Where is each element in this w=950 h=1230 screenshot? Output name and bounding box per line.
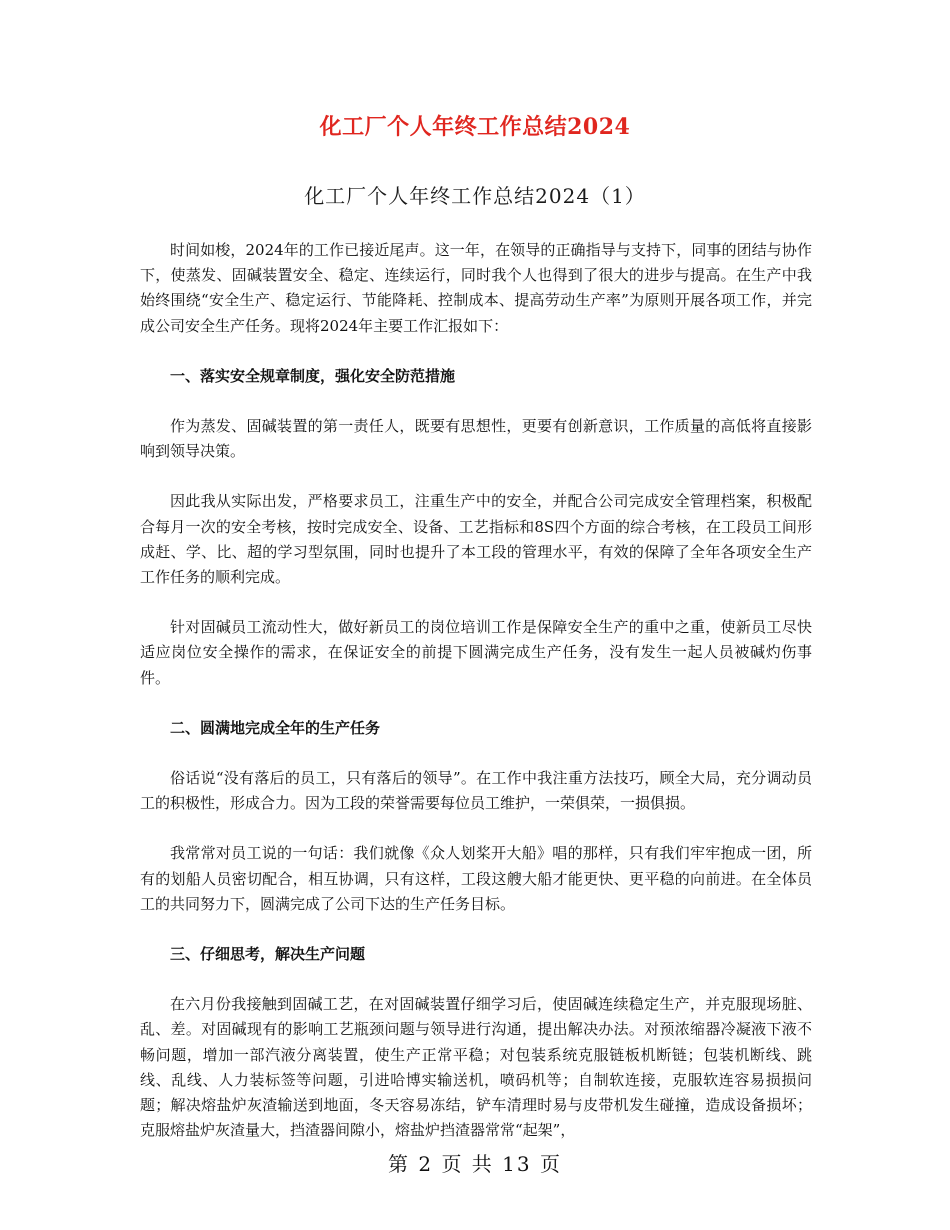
body-paragraph: 针对固碱员工流动性大，做好新员工的岗位培训工作是保障安全生产的重中之重，使新员工尽快适应岗位安全操作的需求，在保证安全的前提下圆满完成生产任务，没有发生一起人员被碱灼伤事件。	[140, 618, 812, 687]
section-heading: 三、仔细思考，解决生产问题	[170, 945, 366, 964]
document-body	[140, 238, 812, 1168]
body-paragraph: 作为蒸发、固碱装置的第一责任人，既要有思想性，更要有创新意识，工作质量的高低将直接影响到领导决策。	[140, 417, 812, 461]
document-title: 化工厂个人年终工作总结2024	[319, 114, 631, 140]
intro-paragraph: 时间如梭，2024年的工作已接近尾声。这一年，在领导的正确指导与支持下，同事的团结与协作下，使蒸发、固碱装置安全、稳定、连续运行，同时我个人也得到了很大的进步与提高。在生产中我始终围绕“安全生产、稳定运行、节能降耗、控制成本、提高劳动生产率”为原则开展各项工作，并完成公司安全生产任务。现将2024年主要工作汇报如下：	[140, 241, 812, 335]
document-subtitle: 化工厂个人年终工作总结2024（1）	[304, 184, 646, 208]
body-paragraph: 在六月份我接触到固碱工艺，在对固碱装置仔细学习后，使固碱连续稳定生产，并克服现场脏、乱、差。对固碱现有的影响工艺瓶颈问题与领导进行沟通，提出解决办法。对预浓缩器冷凝液下液不畅问题，增加一部汽液分离装置，使生产正常平稳；对包装系统克服链板机断链；包装机断线、跳线、乱线、人力装标签等问题，引进哈博实输送机，喷码机等；自制软连接，克服软连容易损损问题；解决熔盐炉灰渣输送到地面，冬天容易冻结，铲车清理时易与皮带机发生碰撞，造成设备损坏；克服熔盐炉灰渣量大，挡渣器间隙小，熔盐炉挡渣器常常“起架”，	[140, 995, 812, 1140]
body-paragraph: 俗话说“没有落后的员工，只有落后的领导”。在工作中我注重方法技巧，顾全大局，充分调动员工的积极性，形成合力。因为工段的荣誉需要每位员工维护，一荣俱荣，一损俱损。	[140, 769, 812, 813]
body-paragraph: 我常常对员工说的一句话：我们就像《众人划桨开大船》唱的那样，只有我们牢牢抱成一团，所有的划船人员密切配合，相互协调，只有这样，工段这艘大船才能更快、更平稳的向前进。在全体员工的共同努力下，圆满完成了公司下达的生产任务目标。	[140, 844, 812, 913]
body-paragraph: 因此我从实际出发，严格要求员工，注重生产中的安全，并配合公司完成安全管理档案，积极配合每月一次的安全考核，按时完成安全、设备、工艺指标和8S四个方面的综合考核，在工段员工间形成赶、学、比、超的学习型氛围，同时也提升了本工段的管理水平，有效的保障了全年各项安全生产工作任务的顺利完成。	[140, 492, 812, 587]
section-heading: 二、圆满地完成全年的生产任务	[170, 718, 381, 737]
page-number: 第 2 页 共 13 页	[388, 1152, 562, 1176]
section-heading: 一、落实安全规章制度，强化安全防范措施	[170, 366, 456, 385]
